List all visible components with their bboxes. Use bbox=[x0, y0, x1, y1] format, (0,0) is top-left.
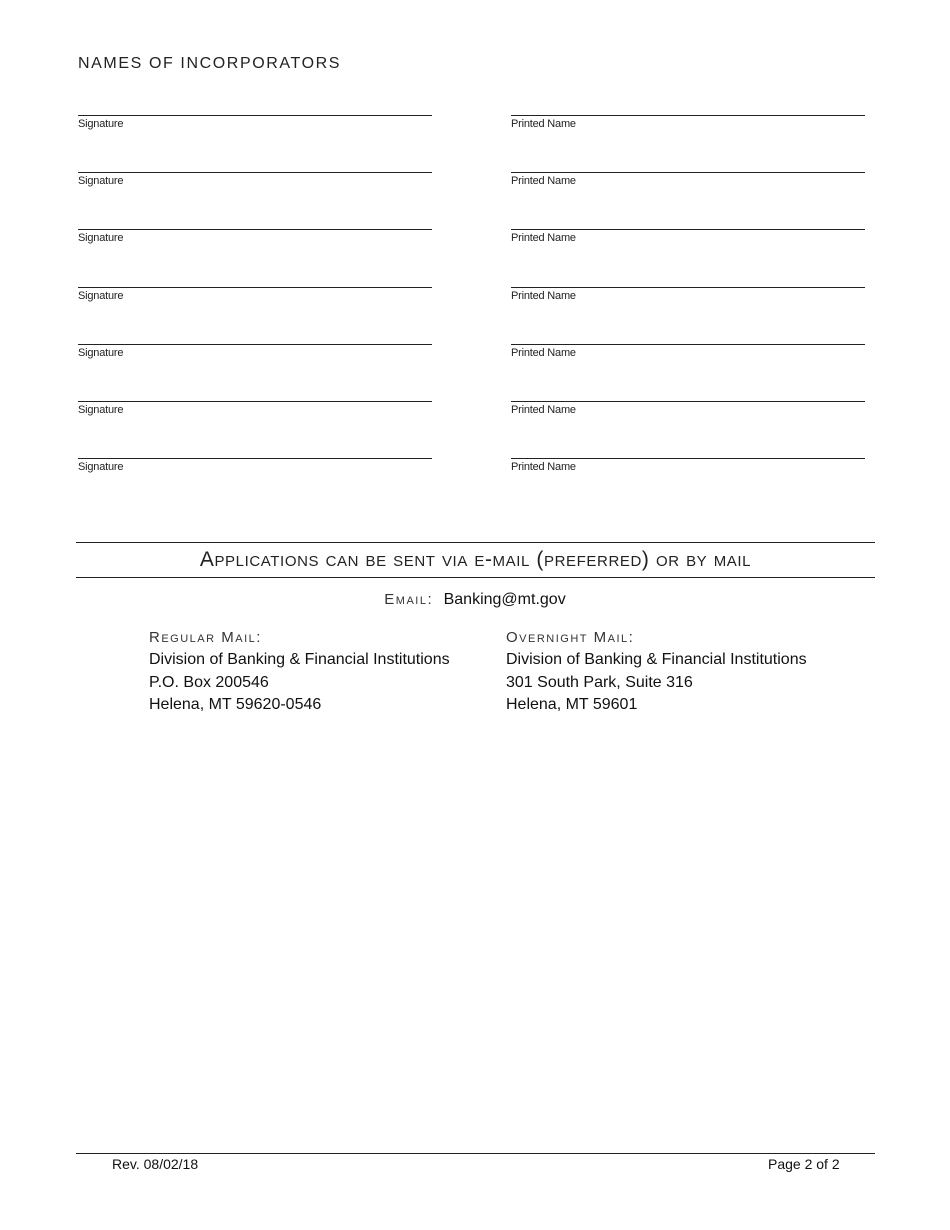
address-line: 301 South Park, Suite 316 bbox=[506, 673, 693, 691]
revision-date: Rev. 08/02/18 bbox=[112, 1156, 199, 1172]
signature-line[interactable] bbox=[78, 153, 432, 173]
signature-line[interactable] bbox=[78, 210, 432, 230]
incorporator-row bbox=[78, 439, 866, 496]
printed-name-label: Printed Name bbox=[511, 403, 576, 416]
printed-name-label: Printed Name bbox=[511, 232, 576, 245]
signature-line[interactable] bbox=[78, 268, 432, 288]
signature-label: Signature bbox=[78, 461, 124, 474]
printed-name-label: Printed Name bbox=[511, 461, 576, 474]
email-address[interactable]: Banking@mt.gov bbox=[443, 591, 566, 608]
address-line: Division of Banking & Financial Institutions bbox=[506, 651, 807, 668]
incorporator-row bbox=[78, 268, 866, 325]
page-number: Page 2 of 2 bbox=[768, 1156, 840, 1172]
printed-name-field[interactable] bbox=[511, 325, 865, 359]
printed-name-label: Printed Name bbox=[511, 289, 576, 302]
signature-field[interactable] bbox=[78, 325, 432, 359]
printed-name-line[interactable] bbox=[511, 268, 865, 288]
printed-name-line[interactable] bbox=[511, 325, 865, 345]
address-line: Helena, MT 59620-0546 bbox=[149, 696, 322, 713]
printed-name-field[interactable] bbox=[511, 268, 865, 302]
signature-line[interactable] bbox=[78, 439, 432, 459]
signature-label: Signature bbox=[78, 232, 124, 245]
email-label: Email: bbox=[384, 591, 434, 608]
printed-name-field[interactable] bbox=[511, 439, 865, 473]
regular-mail-address bbox=[149, 627, 450, 717]
signature-line[interactable] bbox=[78, 96, 432, 116]
signature-label: Signature bbox=[78, 289, 124, 302]
printed-name-field[interactable] bbox=[511, 210, 865, 244]
printed-name-field[interactable] bbox=[511, 96, 865, 130]
incorporator-row bbox=[78, 96, 866, 153]
overnight-mail-address bbox=[506, 627, 807, 717]
printed-name-line[interactable] bbox=[511, 439, 865, 459]
signature-field[interactable] bbox=[78, 382, 432, 416]
signature-label: Signature bbox=[78, 175, 124, 188]
incorporator-row bbox=[78, 325, 866, 382]
signature-field[interactable] bbox=[78, 96, 432, 130]
address-line: Division of Banking & Financial Institutions bbox=[149, 651, 450, 668]
signature-label: Signature bbox=[78, 118, 124, 130]
address-line: P.O. Box 200546 bbox=[149, 673, 269, 691]
incorporator-row bbox=[78, 382, 866, 439]
signature-field[interactable] bbox=[78, 210, 432, 244]
signature-label: Signature bbox=[78, 403, 124, 416]
printed-name-line[interactable] bbox=[511, 153, 865, 173]
printed-name-line[interactable] bbox=[511, 210, 865, 230]
signature-line[interactable] bbox=[78, 325, 432, 345]
overnight-mail-label: Overnight Mail: bbox=[506, 629, 635, 646]
submission-banner: Applications can be sent via e-mail (preferred) or by mail bbox=[76, 542, 875, 578]
signature-field[interactable] bbox=[78, 439, 432, 473]
incorporator-row bbox=[78, 210, 866, 267]
footer-divider bbox=[76, 1153, 875, 1154]
signature-field[interactable] bbox=[78, 268, 432, 302]
regular-mail-label: Regular Mail: bbox=[149, 629, 262, 646]
printed-name-label: Printed Name bbox=[511, 346, 576, 359]
printed-name-label: Printed Name bbox=[511, 175, 576, 188]
printed-name-field[interactable] bbox=[511, 153, 865, 187]
printed-name-line[interactable] bbox=[511, 96, 865, 116]
signature-field[interactable] bbox=[78, 153, 432, 187]
section-title: NAMES OF INCORPORATORS bbox=[78, 55, 342, 72]
printed-name-line[interactable] bbox=[511, 382, 865, 402]
signature-line[interactable] bbox=[78, 382, 432, 402]
signature-label: Signature bbox=[78, 346, 124, 359]
address-line: Helena, MT 59601 bbox=[506, 696, 638, 713]
email-row bbox=[0, 591, 950, 609]
incorporator-row bbox=[78, 153, 866, 210]
printed-name-field[interactable] bbox=[511, 382, 865, 416]
printed-name-label: Printed Name bbox=[511, 118, 576, 130]
signature-grid bbox=[78, 96, 866, 496]
